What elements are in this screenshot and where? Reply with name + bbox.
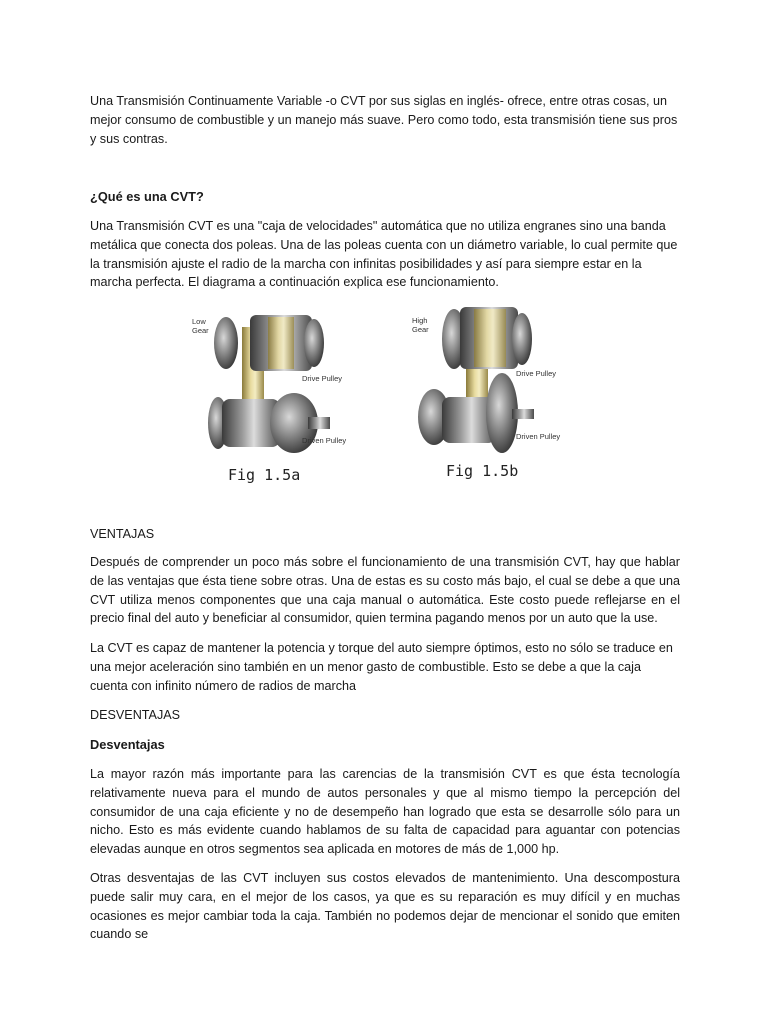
desventajas-paragraph-2: Otras desventajas de las CVT incluyen sus costos elevados de mantenimiento. Una descompostura puede salir muy cara, en el mejor de los casos, ya que es su reparación es muy difícil y en muchas ocasiones es mejor cambiar toda la caja. También no podemos dejar de mencionar el sonido que emiten cuando se — [90, 871, 680, 942]
driven-pulley-shaft — [512, 409, 534, 419]
gear-label-line1: High — [412, 316, 428, 325]
ventajas-paragraph-1: Después de comprender un poco más sobre el funcionamiento de una transmisión CVT, hay que hablar de las ventajas que ésta tiene sobre otras. Una de estas es su costo más bajo, el cual se debe a que una CVT utiliza menos componentes que una caja manual o automática. Este costo puede reflejarse en el precio final del auto y beneficiar al consumidor, quien termina pagando menos por un auto que la use. — [90, 555, 680, 626]
driven-pulley-label: Driven Pulley — [302, 436, 347, 445]
drive-pulley-left-disc — [214, 317, 238, 369]
cvt-diagram-figure — [190, 305, 580, 487]
drive-pulley-label: Drive Pulley — [516, 369, 557, 378]
section-heading-desventajas: DESVENTAJAS — [90, 708, 181, 722]
intro-paragraph: Una Transmisión Continuamente Variable -o CVT por sus siglas en inglés- ofrece, entre otras cosas, un mejor consumo de combustible y un manejo más suave. Pero como todo, esta transmisión tiene sus pros y sus contras. — [90, 94, 678, 146]
driven-pulley-label: Driven Pulley — [516, 432, 561, 441]
drive-pulley-belt-band — [474, 309, 506, 367]
high-gear-illustration — [412, 307, 560, 480]
figure-caption-b: Fig 1.5b — [446, 462, 519, 480]
section-heading-what-is-cvt: ¿Qué es una CVT? — [90, 189, 204, 204]
gear-label-line1: Low — [192, 317, 206, 326]
ventajas-paragraph-2: La CVT es capaz de mantener la potencia y torque del auto siempre óptimos, esto no sólo se traduce en una mejor aceleración sino también en un menor gasto de combustible. Esto se debe a que la caja cuenta con infinito número de radios de marcha — [90, 641, 673, 693]
driven-pulley-shaft — [308, 417, 330, 429]
subheading-desventajas: Desventajas — [90, 737, 165, 752]
drive-pulley-right-disc — [304, 319, 324, 367]
section-heading-ventajas: VENTAJAS — [90, 527, 155, 541]
figure-caption-a: Fig 1.5a — [228, 466, 301, 484]
drive-pulley-label: Drive Pulley — [302, 374, 343, 383]
what-is-cvt-paragraph: Una Transmisión CVT es una "caja de velocidades" automática que no utiliza engranes sino una banda metálica que conecta dos poleas. Una de las poleas cuenta con un diámetro variable, lo cual permite que la transmisión ajuste el radio de la marcha con infinitas posibilidades y así para siempre estar en la marcha perfecta. El diagrama a continuación explica ese funcionamiento. — [90, 219, 678, 290]
gear-label-line2: Gear — [412, 325, 429, 334]
drive-pulley-belt-band — [268, 317, 294, 369]
low-gear-illustration — [192, 315, 346, 484]
gear-label-line2: Gear — [192, 326, 209, 335]
drive-pulley-right-disc — [512, 313, 532, 365]
desventajas-paragraph-1: La mayor razón más importante para las carencias de la transmisión CVT es que ésta tecnología relativamente nueva para el mundo de autos personales y que al mismo tiempo la percepción del consumidor de una caja eficiente y no de desempeño han logrado que esta se desarrolle sólo para un nicho. Esto es más evidente cuando hablamos de su falta de capacidad para aguantar con potencias elevadas aunque en otros segmentos sea aplicada en motores de más de 1,000 hp. — [90, 767, 680, 857]
